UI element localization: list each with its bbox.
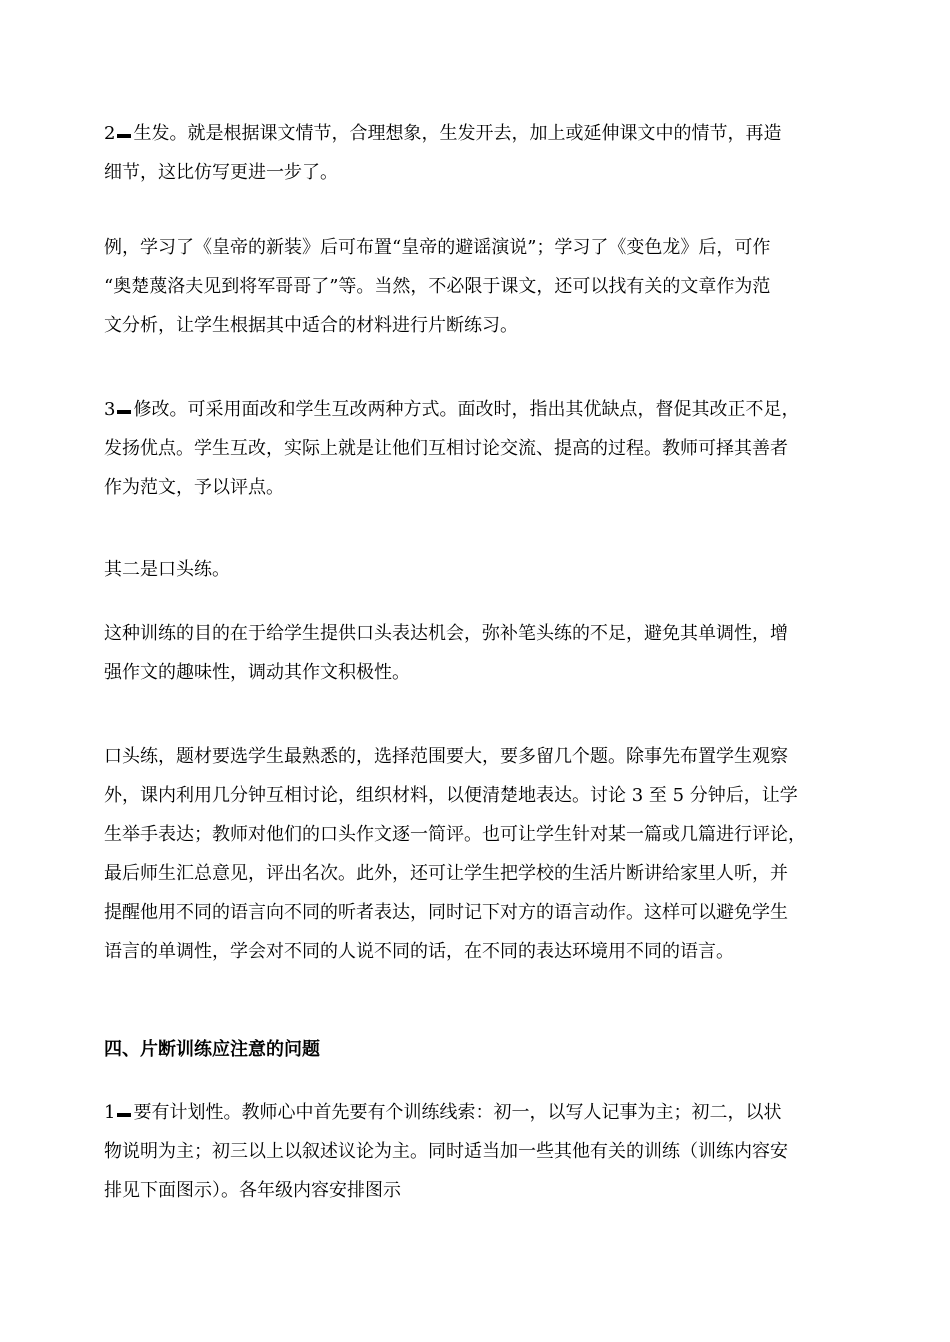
paragraph-2-shengfa <box>104 114 844 192</box>
paragraph-3-xiugai <box>104 390 844 507</box>
number-separator-mark <box>117 134 131 138</box>
item-number: 3 <box>104 399 116 420</box>
paragraph-line: 2 生发。就是根据课文情节，合理想象，生发开去，加上或延伸课文中的情节，再造 <box>104 114 844 153</box>
paragraph-kou-tou-lian <box>104 550 844 589</box>
paragraph-line: 例，学习了《皇帝的新装》后可布置“皇帝的避谣演说”；学习了《变色龙》后，可作 <box>104 237 771 258</box>
paragraph-line: 1 要有计划性。教师心中首先要有个训练线索：初一，以写人记事为主；初二，以状 <box>104 1093 844 1132</box>
number-separator-mark <box>117 410 131 414</box>
paragraph-line: 作为范文，予以评点。 <box>104 477 284 498</box>
paragraph-line: 排见下面图示）。各年级内容安排图示 <box>104 1180 401 1201</box>
item-number: 2 <box>104 123 116 144</box>
section-heading <box>104 1030 844 1069</box>
paragraph-line: “奥楚蔑洛夫见到将军哥哥了”等。当然，不必限于课文，还可以找有关的文章作为范 <box>104 276 771 297</box>
paragraph-line: 生举手表达；教师对他们的口头作文逐一简评。也可让学生针对某一篇或几篇进行评论， <box>104 824 806 845</box>
paragraph-line: 物说明为主；初三以上以叙述议论为主。同时适当加一些其他有关的训练（训练内容安 <box>104 1141 788 1162</box>
paragraph-1-planning <box>104 1093 844 1210</box>
paragraph-line: 口头练，题材要选学生最熟悉的，选择范围要大，要多留几个题。除事先布置学生观察 <box>104 746 788 767</box>
item-number: 1 <box>104 1102 116 1123</box>
paragraph-oral-practice <box>104 737 844 971</box>
paragraph-line: 文分析，让学生根据其中适合的材料进行片断练习。 <box>104 315 518 336</box>
paragraph-line: 强作文的趣味性，调动其作文积极性。 <box>104 662 410 683</box>
paragraph-example <box>104 228 844 345</box>
paragraph-line: 其二是口头练。 <box>104 559 230 580</box>
paragraph-line: 细节，这比仿写更进一步了。 <box>104 162 338 183</box>
paragraph-line: 最后师生汇总意见，评出名次。此外，还可让学生把学校的生活片断讲给家里人听，并 <box>104 863 788 884</box>
paragraph-line: 外，课内利用几分钟互相讨论，组织材料，以便清楚地表达。讨论 3 至 5 分钟后，让学 <box>104 785 798 806</box>
paragraph-training-purpose <box>104 614 844 692</box>
heading-line: 四、片断训练应注意的问题 <box>104 1039 320 1060</box>
paragraph-line: 这种训练的目的在于给学生提供口头表达机会，弥补笔头练的不足，避免其单调性，增 <box>104 623 788 644</box>
paragraph-line: 发扬优点。学生互改，实际上就是让他们互相讨论交流、提高的过程。教师可择其善者 <box>104 438 788 459</box>
number-separator-mark <box>117 1113 131 1117</box>
paragraph-line: 语言的单调性，学会对不同的人说不同的话，在不同的表达环境用不同的语言。 <box>104 941 734 962</box>
paragraph-line: 提醒他用不同的语言向不同的听者表达，同时记下对方的语言动作。这样可以避免学生 <box>104 902 788 923</box>
paragraph-line: 3 修改。可采用面改和学生互改两种方式。面改时，指出其优缺点，督促其改正不足， <box>104 390 844 429</box>
